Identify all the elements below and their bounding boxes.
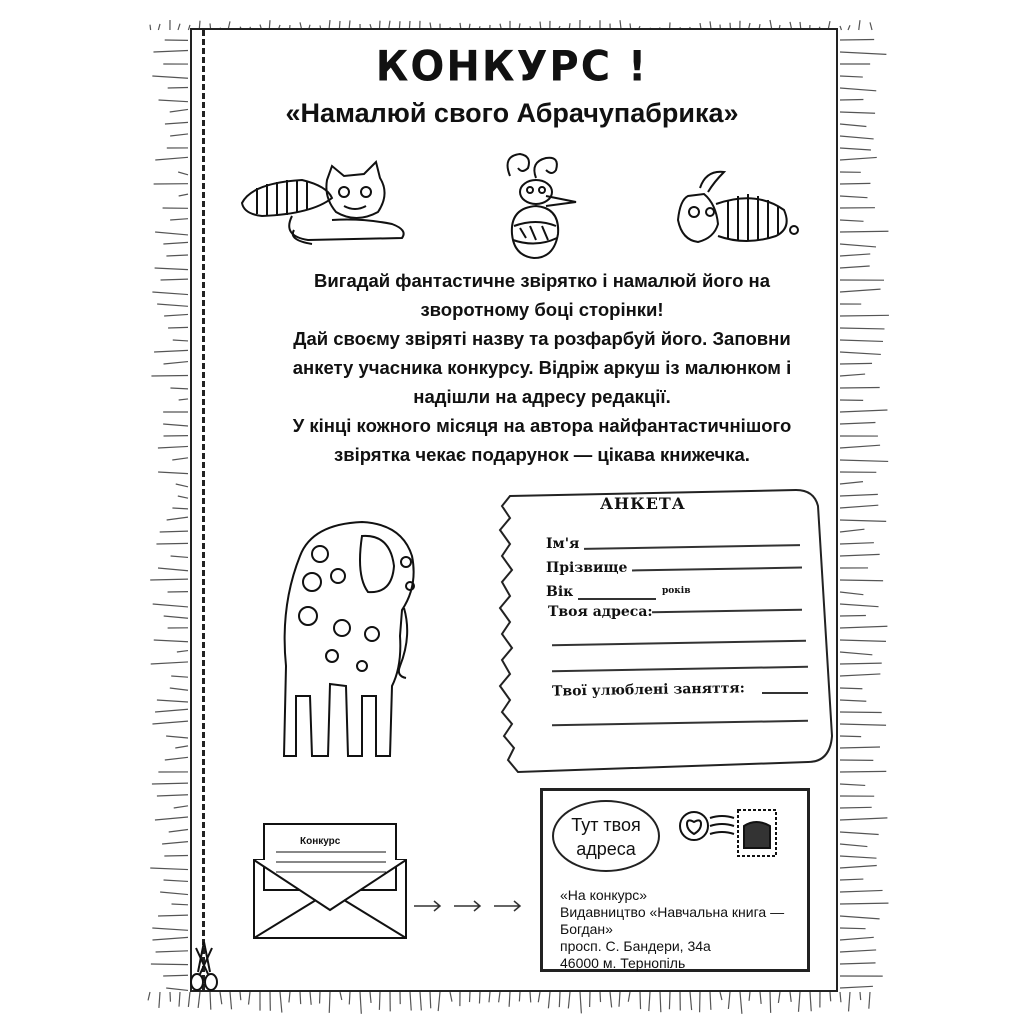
age-suffix: років — [662, 586, 691, 596]
scissors-icon — [186, 940, 222, 992]
intro-line: звірятка чекає подарунок — цікава книжечка. — [334, 444, 750, 465]
raccoon-creature-illustration — [232, 158, 412, 248]
goat-bird-creature-illustration — [496, 148, 582, 268]
intro-line: У кінці кожного місяця на автора найфантастичнішого — [292, 415, 792, 436]
hobby-label: Твої улюблені заняття: — [551, 680, 746, 700]
address-line: Видавництво «Навчальна книга — — [560, 904, 785, 920]
cut-line — [202, 30, 205, 990]
mailing-address — [560, 887, 784, 972]
intro-line: Дай своєму звіряті назву та розфарбуй його. Заповни — [293, 328, 791, 349]
envelope-label: Конкурс — [300, 836, 341, 847]
form-title: АНКЕТА — [600, 494, 686, 513]
surname-label: Прізвище — [546, 560, 628, 576]
intro-line: Вигадай фантастичне звірятко і намалюй його на — [314, 270, 770, 291]
intro-line: зворотному боці сторінки! — [420, 299, 664, 320]
intro-line: анкету учасника конкурсу. Відріж аркуш із малюнком і — [292, 357, 792, 378]
bubble-line: адреса — [576, 839, 636, 859]
address-line: просп. С. Бандери, 34а — [560, 938, 711, 954]
your-address-bubble — [552, 800, 660, 872]
address-label: Твоя адреса: — [548, 604, 653, 620]
postmark-stamp-icon — [672, 804, 790, 864]
rabbit-creature-illustration — [666, 168, 806, 252]
arrows-decoration — [412, 896, 532, 916]
address-line: «На конкурс» — [560, 887, 648, 903]
elephant-illustration — [272, 516, 432, 770]
age-field[interactable] — [578, 598, 656, 600]
intro-line: надішли на адресу редакції. — [413, 386, 671, 407]
hobby-field-1[interactable] — [762, 692, 808, 694]
page-subtitle: «Намалюй свого Абрачупабрика» — [285, 98, 739, 128]
address-line: Богдан» — [560, 921, 613, 937]
page-title: КОНКУРС ! — [375, 42, 649, 92]
bubble-line: Тут твоя — [571, 815, 641, 835]
name-label: Ім'я — [546, 536, 580, 552]
address-line: 46000 м. Тернопіль — [560, 955, 686, 971]
questionnaire-sheet — [496, 486, 842, 778]
age-label: Вік — [546, 584, 574, 600]
intro-text — [262, 266, 822, 469]
